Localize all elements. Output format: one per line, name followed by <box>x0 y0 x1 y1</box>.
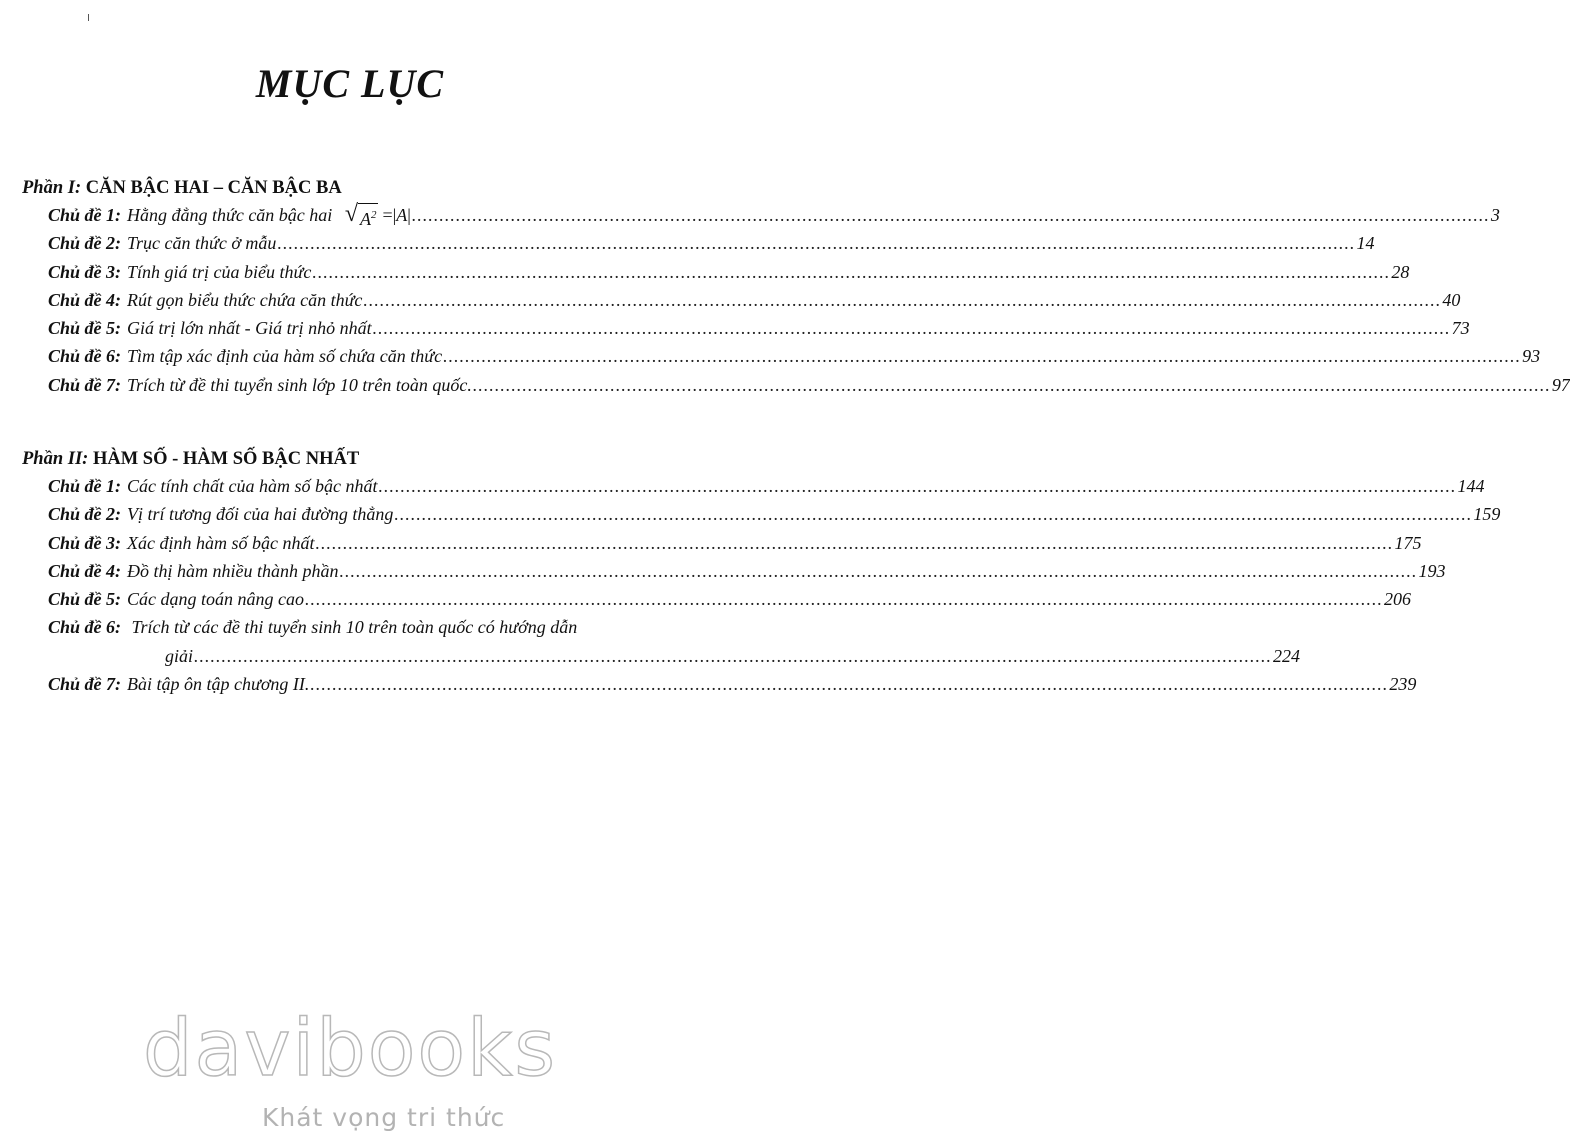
leader-dots <box>379 472 1457 500</box>
entry-title-continued: giải <box>165 645 194 666</box>
entry-label: Chủ đề 1: <box>48 205 122 225</box>
leader-dots <box>310 670 1388 698</box>
entry-title: Các tính chất của hàm số bậc nhất <box>127 476 378 496</box>
entry-title: Vị trí tương đối của hai đường thẳng <box>127 504 394 525</box>
entry-page: 144 <box>1457 476 1485 496</box>
entry-label: Chủ đề 3: <box>48 532 122 553</box>
entry-text <box>127 201 411 230</box>
toc-list <box>22 201 1570 399</box>
section-name: CĂN BẬC HAI – CĂN BẬC BA <box>85 178 342 198</box>
leader-dots <box>194 642 1272 670</box>
brand-tagline: Khát vọng tri thức <box>262 1103 506 1132</box>
entry-label: Chủ đề 7: <box>48 674 122 695</box>
section-part-1 <box>22 175 1570 399</box>
leader-dots <box>412 201 1490 229</box>
section-number: Phần II: <box>22 449 89 469</box>
entry-title: Xác định hàm số bậc nhất <box>127 532 315 553</box>
leader-dots <box>277 229 1355 257</box>
toc-entry[interactable] <box>22 314 1470 342</box>
entry-title: Hằng đẳng thức căn bậc hai <box>127 205 333 225</box>
formula-radicand: A <box>359 209 371 229</box>
toc-entry[interactable] <box>22 472 1485 500</box>
toc-entry[interactable] <box>22 371 1570 399</box>
entry-page: 28 <box>1391 261 1410 282</box>
entry-label: Chủ đề 3: <box>48 261 122 282</box>
entry-label: Chủ đề 4: <box>48 289 122 310</box>
entry-label: Chủ đề 1: <box>48 476 122 496</box>
leader-dots <box>373 314 1451 342</box>
toc-entry[interactable] <box>22 201 1500 229</box>
entry-title: Đồ thị hàm nhiều thành phần <box>127 560 339 581</box>
entry-label: Chủ đề 6: <box>48 346 122 367</box>
section-title <box>22 175 662 201</box>
leader-dots <box>340 557 1418 585</box>
entry-page: 206 <box>1384 589 1412 610</box>
entry-title: Bài tập ôn tập chương II. <box>127 674 310 695</box>
section-name: HÀM SỐ - HÀM SỐ BẬC NHẤT <box>92 449 360 469</box>
toc-entry[interactable] <box>22 258 1410 286</box>
toc-entry[interactable] <box>22 670 1417 698</box>
entry-title: Các dạng toán nâng cao <box>127 589 305 610</box>
scan-mark <box>88 14 89 21</box>
section-title <box>22 446 662 472</box>
entry-label: Chủ đề 4: <box>48 560 122 581</box>
toc-entry[interactable] <box>22 342 1541 370</box>
toc-entry[interactable] <box>22 500 1501 528</box>
entry-page: 175 <box>1394 532 1422 553</box>
entry-page: 224 <box>1273 645 1301 666</box>
entry-page: 159 <box>1473 504 1501 525</box>
entry-label: Chủ đề 7: <box>48 374 122 395</box>
entry-label: Chủ đề 2: <box>48 233 122 254</box>
sqrt-icon: √ $A^2$ <box>344 201 377 229</box>
entry-title: Tính giá trị của biểu thức <box>127 261 312 282</box>
toc-entry[interactable] <box>22 229 1375 257</box>
leader-dots <box>363 286 1441 314</box>
leader-dots <box>312 258 1390 286</box>
toc-entry[interactable] <box>22 613 1301 670</box>
entry-title: Giá trị lớn nhất - Giá trị nhỏ nhất <box>127 318 372 339</box>
sqrt-formula <box>345 201 411 230</box>
entry-page: 93 <box>1522 346 1541 367</box>
toc-entry[interactable] <box>22 585 1412 613</box>
entry-page: 73 <box>1451 318 1470 339</box>
entry-title: Trích từ các đề thi tuyển sinh 10 trên toàn quốc có hướng dẫn <box>131 617 578 638</box>
entry-title: Trích từ đề thi tuyển sinh lớp 10 trên toàn quốc. <box>127 374 472 395</box>
leader-dots <box>316 529 1394 557</box>
section-part-2 <box>22 446 1501 698</box>
leader-dots <box>443 342 1521 370</box>
toc-entry[interactable] <box>22 557 1446 585</box>
leader-dots <box>473 371 1551 399</box>
entry-page: 193 <box>1418 560 1446 581</box>
entry-page: 3 <box>1490 205 1500 225</box>
formula-abs: =|A| <box>382 205 411 225</box>
section-number: Phần I: <box>22 178 82 198</box>
toc-entry[interactable] <box>22 286 1461 314</box>
entry-title: Tìm tập xác định của hàm số chứa căn thức <box>127 346 443 367</box>
page-title: MỤC LỤC <box>255 61 445 106</box>
entry-page: 97 <box>1551 374 1570 395</box>
entry-page: 239 <box>1389 674 1417 695</box>
entry-page: 40 <box>1442 289 1461 310</box>
toc-entry[interactable] <box>22 529 1422 557</box>
entry-title: Rút gọn biểu thức chứa căn thức <box>127 289 363 310</box>
entry-label: Chủ đề 5: <box>48 318 122 339</box>
leader-dots <box>305 585 1383 613</box>
entry-label: Chủ đề 5: <box>48 589 122 610</box>
formula-exponent: 2 <box>370 209 377 221</box>
entry-label: Chủ đề 2: <box>48 504 122 525</box>
entry-label: Chủ đề 6: <box>48 617 122 638</box>
entry-page: 14 <box>1356 233 1375 254</box>
brand-watermark: davibooks <box>143 1004 557 1094</box>
leader-dots <box>394 500 1472 528</box>
toc-list <box>22 472 1501 698</box>
entry-title: Trục căn thức ở mẫu <box>127 233 277 254</box>
